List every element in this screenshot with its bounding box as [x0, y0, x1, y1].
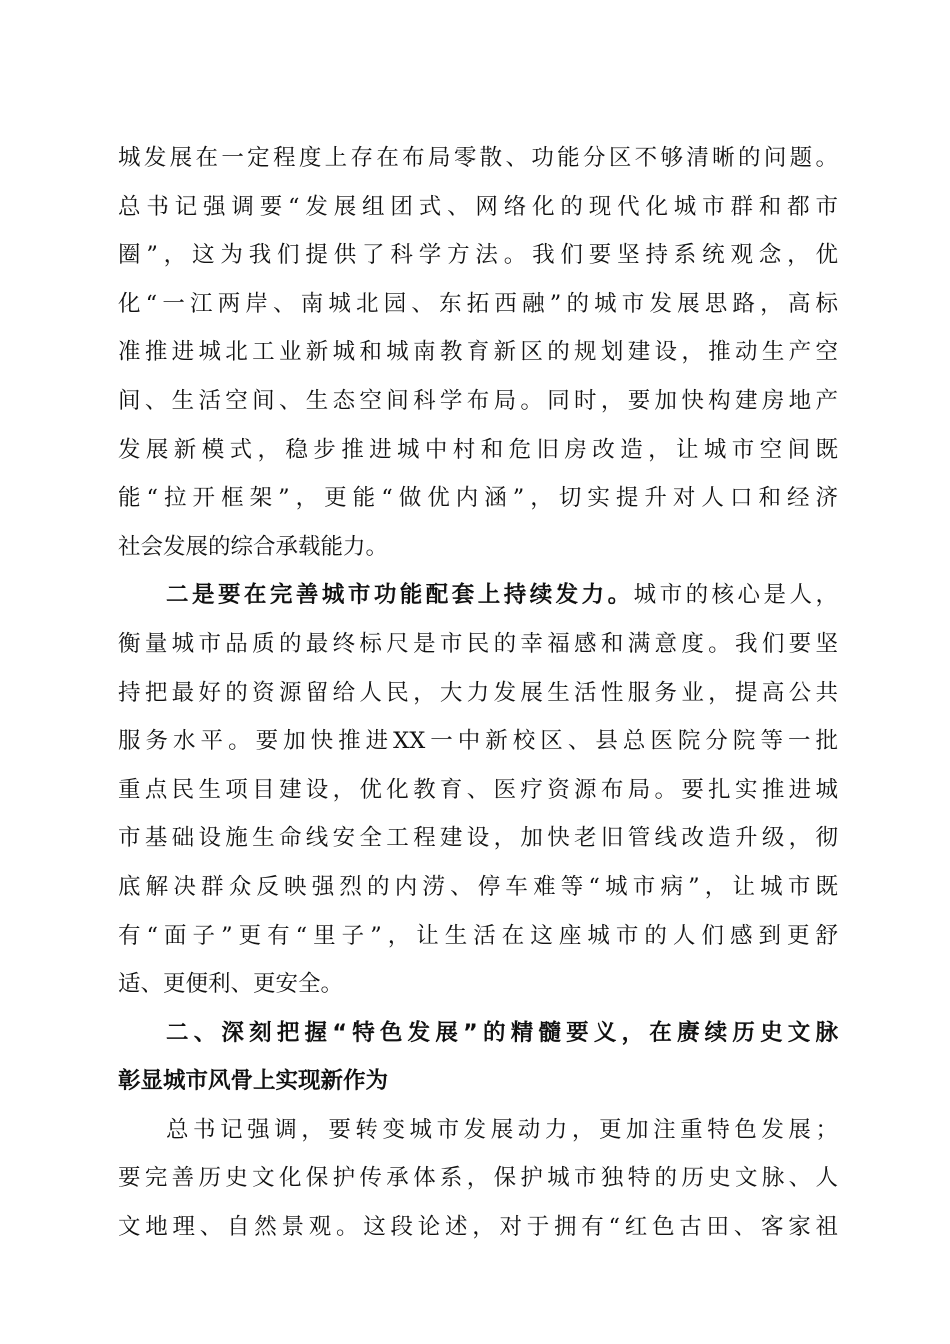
paragraph-2-line-8: 有“面子”更有“里子”，让生活在这座城市的人们感到更舒: [118, 922, 838, 949]
section-heading-line-2: 彰显城市风骨上实现新作为: [118, 1068, 389, 1095]
paragraph-2-lead-rest: 城市的核心是人，: [633, 582, 838, 609]
paragraph-3-line-2: 要完善历史文化保护传承体系，保护城市独特的历史文脉、人: [118, 1165, 838, 1192]
paragraph-1-line-2: 总书记强调要“发展组团式、网络化的现代化城市群和都市: [118, 193, 838, 220]
paragraph-1-line-9: 社会发展的综合承载能力。: [118, 533, 389, 560]
paragraph-2-line-9: 适、更便利、更安全。: [118, 971, 344, 998]
paragraph-1-line-6: 间、生活空间、生态空间科学布局。同时，要加快构建房地产: [118, 387, 838, 414]
paragraph-2-line-5: 重点民生项目建设，优化教育、医疗资源布局。要扎实推进城: [118, 776, 838, 803]
paragraph-3-line-1: 总书记强调，要转变城市发展动力，更加注重特色发展；: [166, 1116, 838, 1143]
paragraph-1-line-7: 发展新模式，稳步推进城中村和危旧房改造，让城市空间既: [118, 436, 838, 463]
paragraph-1-line-8: 能“拉开框架”，更能“做优内涵”，切实提升对人口和经济: [118, 485, 838, 512]
section-heading-line-1: 二、深刻把握“特色发展”的精髓要义，在赓续历史文脉: [166, 1019, 838, 1046]
paragraph-2-line-7: 底解决群众反映强烈的内涝、停车难等“城市病”，让城市既: [118, 873, 838, 900]
paragraph-1-line-3: 圈”，这为我们提供了科学方法。我们要坚持系统观念，优: [118, 242, 838, 269]
document-body: [118, 134, 838, 1252]
paragraph-2-line-4: 服务水平。要加快推进XX一中新校区、县总医院分院等一批: [118, 728, 838, 755]
paragraph-2-line-1: [118, 571, 838, 620]
paragraph-2-line-3: 持把最好的资源留给人民，大力发展生活性服务业，提高公共: [118, 679, 838, 706]
paragraph-1-line-5: 准推进城北工业新城和城南教育新区的规划建设，推动生产空: [118, 339, 838, 366]
paragraph-2-line-2: 衡量城市品质的最终标尺是市民的幸福感和满意度。我们要坚: [118, 630, 838, 657]
paragraph-2-lead-bold: 二是要在完善城市功能配套上持续发力。: [166, 582, 634, 609]
paragraph-1-line-4: 化“一江两岸、南城北园、东拓西融”的城市发展思路，高标: [118, 290, 838, 317]
paragraph-2-line-6: 市基础设施生命线安全工程建设，加快老旧管线改造升级，彻: [118, 825, 838, 852]
paragraph-1-line-1: 城发展在一定程度上存在布局零散、功能分区不够清晰的问题。: [118, 145, 838, 171]
paragraph-3-line-3: 文地理、自然景观。这段论述，对于拥有“红色古田、客家祖: [118, 1214, 838, 1241]
